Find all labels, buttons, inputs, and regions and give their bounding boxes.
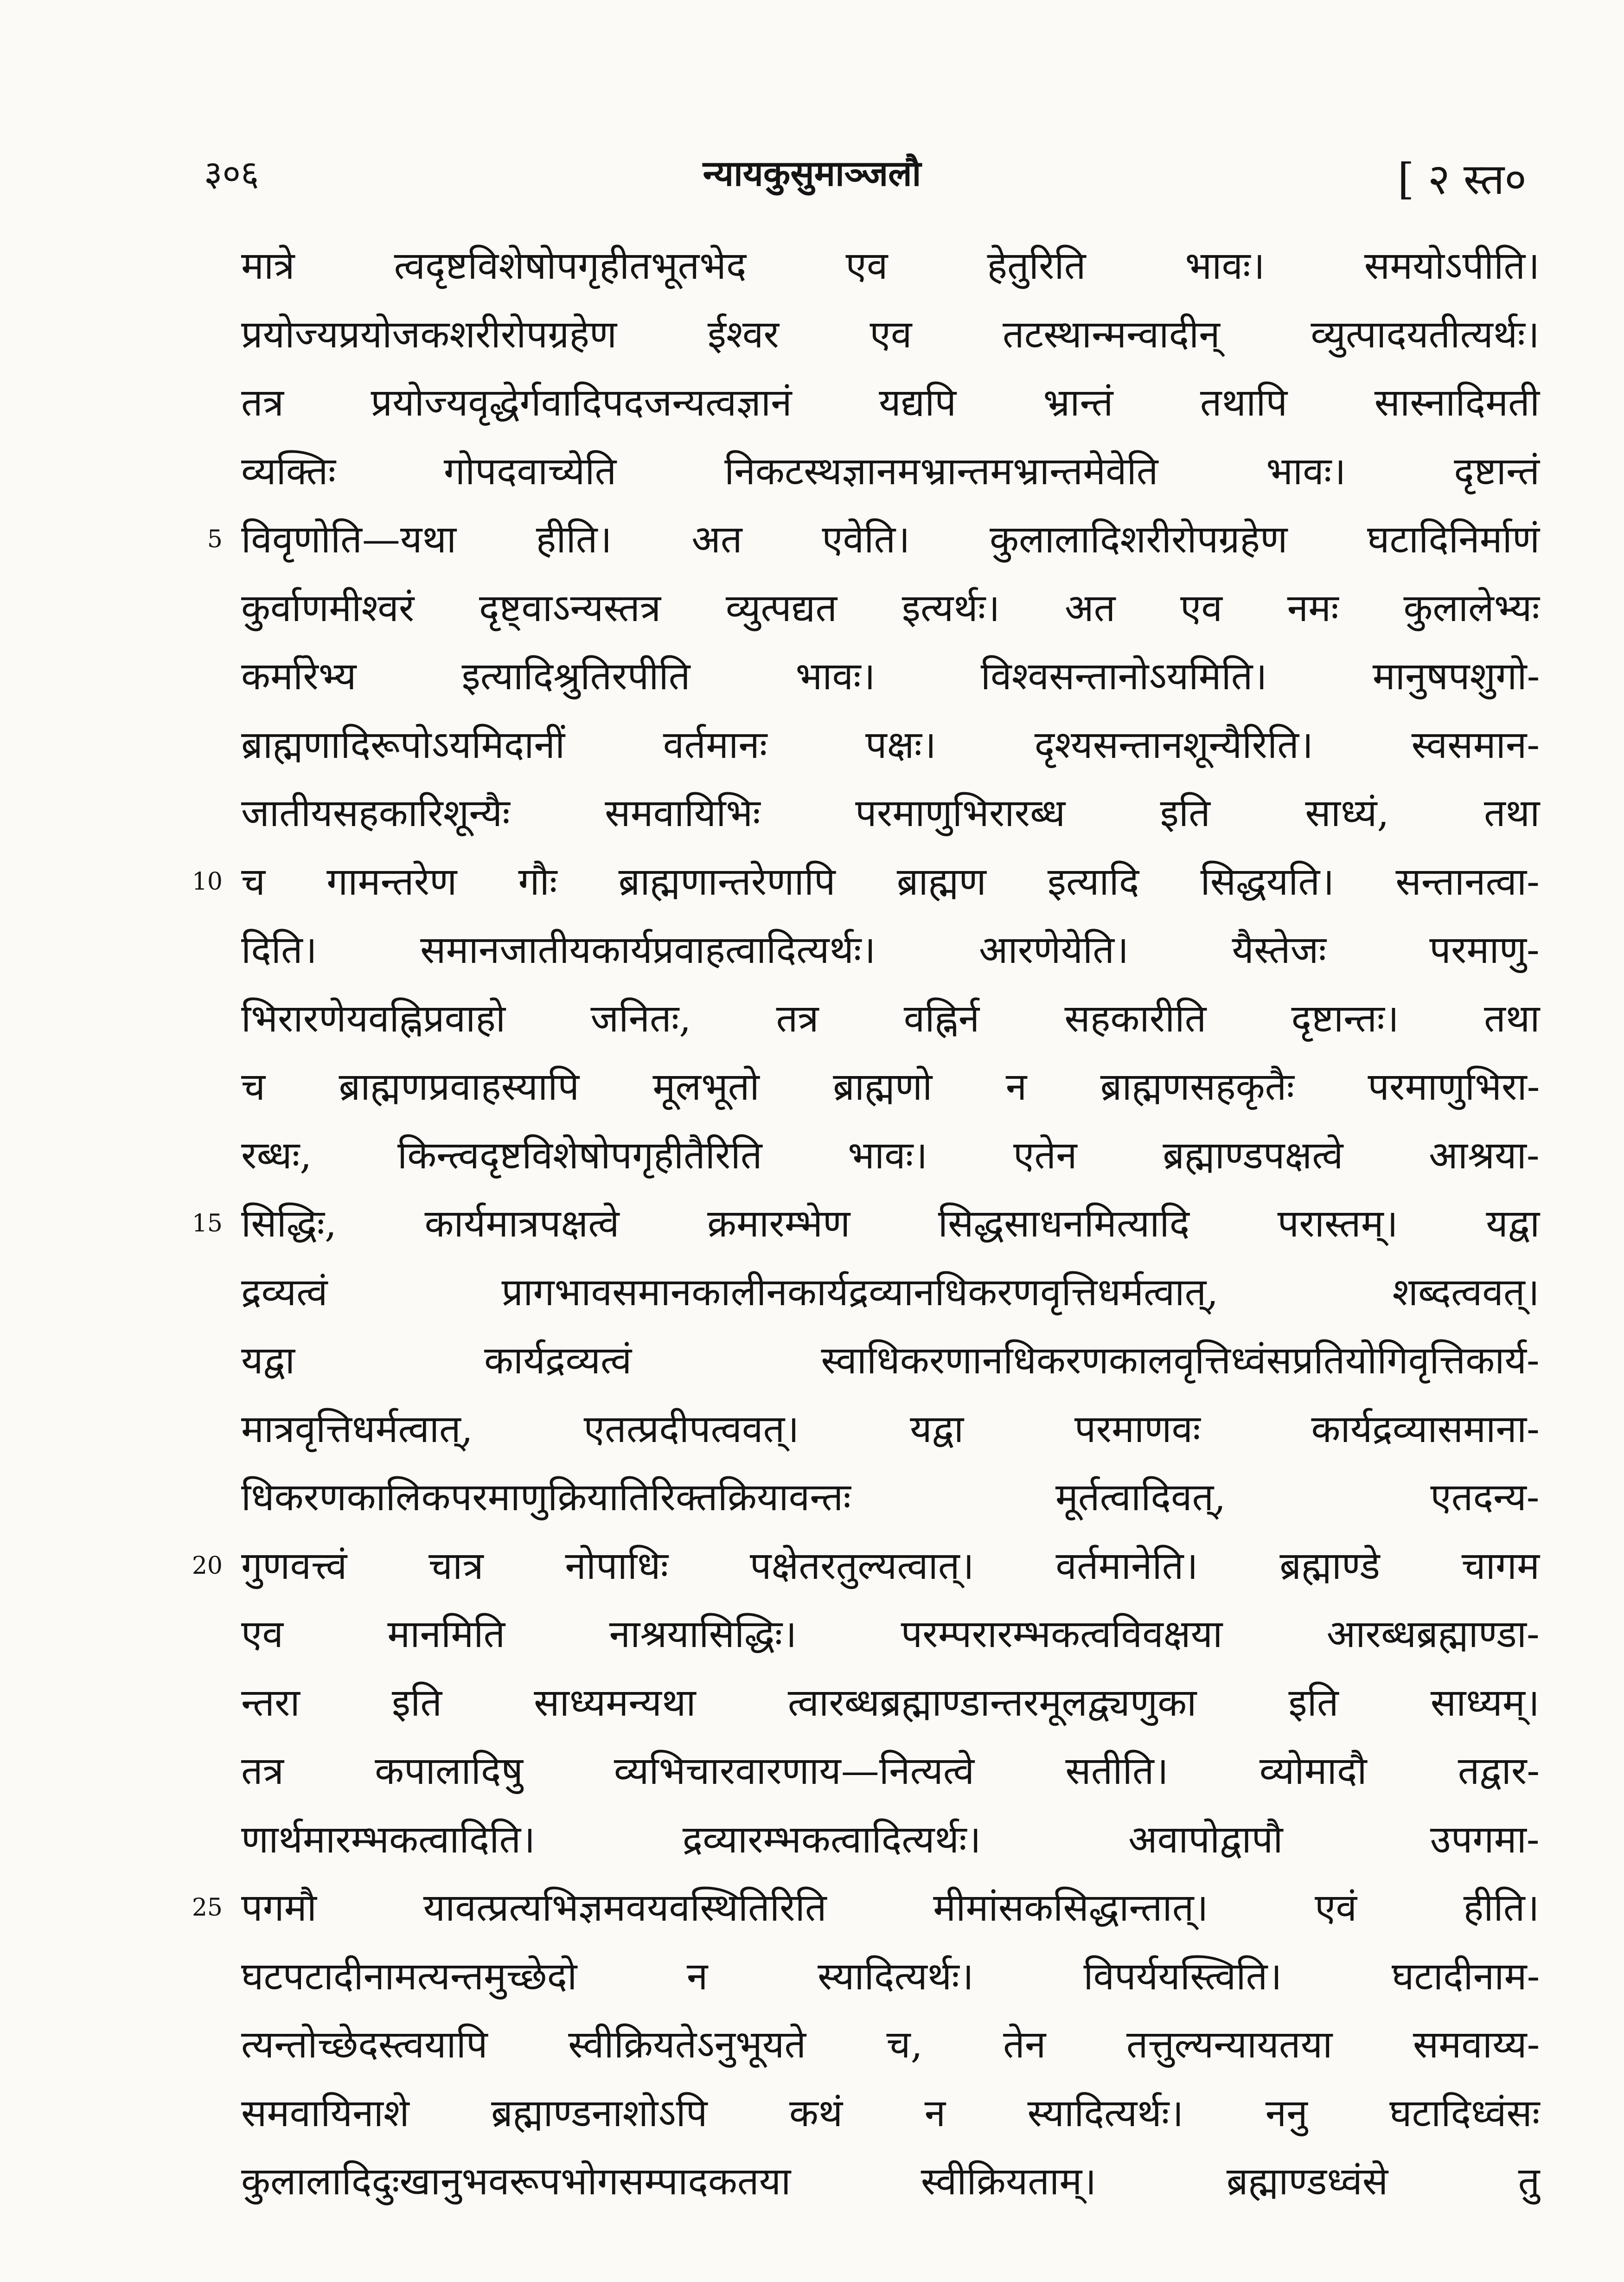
line-text: द्रव्यत्वं प्रागभावसमानकालीनकार्यद्रव्यानधिकरणवृत्तिधर्मत्वात्, शब्दत्ववत्। [241,1270,1540,1314]
line-text: समवायिनाशे ब्रह्माण्डनाशोऽपि कथं न स्यादित्यर्थः। ननु घटादिध्वंसः [241,2091,1540,2135]
text-line [241,916,1540,985]
line-text: एव मानमिति नाश्रयासिद्धिः। परम्परारम्भकत्वविवक्षया आरब्धब्रह्माण्डा- [241,1612,1540,1656]
text-line [192,1190,1540,1258]
text-line [241,1122,1540,1190]
text-line [241,369,1540,437]
line-number: 25 [192,1894,223,1922]
line-text: च ब्राह्मणप्रवाहस्यापि मूलभूतो ब्राह्मणो न ब्राह्मणसहकृतैः परमाणुभिरा- [241,1065,1540,1109]
line-text: सिद्धिः, कार्यमात्रपक्षत्वे क्रमारम्भेण सिद्धसाधनमित्यादि परास्तम्। यद्वा [241,1202,1540,1246]
line-text: ब्राह्मणादिरूपोऽयमिदानीं वर्तमानः पक्षः। दृश्यसन्तानशून्यैरिति। स्वसमान- [241,723,1540,767]
line-text: भिरारणेयवह्निप्रवाहो जनितः, तत्र वह्निर्न सहकारीति दृष्टान्तः। तथा [241,996,1540,1041]
line-text: तत्र कपालादिषु व्यभिचारवारणाय—नित्यत्वे सतीति। व्योमादौ तद्वार- [241,1749,1540,1793]
text-line [241,779,1540,848]
line-text: विवृणोति—यथा हीति। अत एवेति। कुलालादिशरीरोपग्रहेण घटादिनिर्माणं [241,518,1540,562]
text-line [192,1532,1540,1601]
text-line [241,1669,1540,1737]
line-text: त्यन्तोच्छेदस्त्वयापि स्वीक्रियतेऽनुभूयते च, तेन तत्तुल्यन्यायतया समवाय्य- [241,2023,1540,2067]
line-text: व्यक्तिः गोपदवाच्येति निकटस्थज्ञानमभ्रान्तमभ्रान्तमेवेति भावः। दृष्टान्तं [241,449,1540,494]
line-text: रब्धः, किन्त्वदृष्टविशेषोपगृहीतैरिति भावः। एतेन ब्रह्माण्डपक्षत्वे आश्रया- [241,1133,1540,1178]
text-line [241,1395,1540,1464]
text-line [241,1737,1540,1806]
line-text: न्तरा इति साध्यमन्यथा त्वारब्धब्रह्माण्डान्तरमूलद्व्यणुका इति साध्यम्। [241,1680,1540,1725]
page-number: ३०६ [204,153,259,194]
line-text: पगमौ यावत्प्रत्यभिज्ञमवयवस्थितिरिति मीमांसकसिद्धान्तात्। एवं हीति। [241,1886,1540,1930]
text-line [207,506,1540,574]
text-line [192,848,1540,917]
line-text: कुलालादिदुःखानुभवरूपभोगसम्पादकतया स्वीक्रियताम्। ब्रह्माण्डध्वंसे तु [241,2160,1540,2204]
text-line [192,1874,1540,1942]
commentary-text [192,232,1540,2216]
text-line [241,232,1540,301]
line-text: तत्र प्रयोज्यवृद्धेर्गवादिपदजन्यत्वज्ञानं यद्यपि भ्रान्तं तथापि सास्नादिमती [241,381,1540,425]
line-text: प्रयोज्यप्रयोजकशरीरोपग्रहेण ईश्वर एव तटस्थान्मन्वादीन् व्युत्पादयतीत्यर्थः। [241,312,1540,357]
line-text: जातीयसहकारिशून्यैः समवायिभिः परमाणुभिरारब्ध इति साध्यं, तथा [241,791,1540,835]
line-text: यद्वा कार्यद्रव्यत्वं स्वाधिकरणानधिकरणकालवृत्तिध्वंसप्रतियोगिवृत्तिकार्य- [241,1339,1540,1383]
text-line [241,2011,1540,2079]
text-line [241,1942,1540,2011]
text-line [241,1327,1540,1395]
line-number: 5 [207,526,223,553]
line-text: गुणवत्त्वं चात्र नोपाधिः पक्षेतरतुल्यत्वात्। वर्तमानेति। ब्रह्माण्डे चागम [241,1544,1540,1588]
running-head [0,139,1624,204]
text-line [241,711,1540,780]
text-line [241,437,1540,506]
text-line [241,1258,1540,1327]
text-line [241,574,1540,643]
text-line [241,2079,1540,2148]
section-mark: [ २ स्त० [1397,154,1527,204]
text-line [241,1600,1540,1669]
text-line [241,301,1540,369]
book-title: न्यायकुसुमाञ्जलौ [703,153,921,194]
line-number: 15 [192,1210,223,1237]
line-number: 10 [192,867,223,896]
text-line [241,2147,1540,2216]
line-text: मात्रे त्वदृष्टविशेषोपगृहीतभूतभेद एव हेतुरिति भावः। समयोऽपीति। [241,244,1540,288]
text-line [241,1463,1540,1532]
line-text: णार्थमारम्भकत्वादिति। द्रव्यारम्भकत्वादित्यर्थः। अवापोद्वापौ उपगमा- [241,1817,1540,1862]
text-line [241,985,1540,1053]
line-text: च गामन्तरेण गौः ब्राह्मणान्तरेणापि ब्राह्मण इत्यादि सिद्धयति। सन्तानत्वा- [241,859,1540,904]
line-text: धिकरणकालिकपरमाणुक्रियातिरिक्तक्रियावन्तः मूर्तत्वादिवत्, एतदन्य- [241,1475,1540,1519]
text-line [241,642,1540,711]
line-text: कर्मारेभ्य इत्यादिश्रुतिरपीति भावः। विश्वसन्तानोऽयमिति। मानुषपशुगो- [241,654,1540,699]
text-line [241,1806,1540,1874]
line-text: दिति। समानजातीयकार्यप्रवाहत्वादित्यर्थः। आरणेयेति। यैस्तेजः परमाणु- [241,928,1540,972]
line-number: 20 [192,1551,223,1580]
line-text: मात्रवृत्तिधर्मत्वात्, एतत्प्रदीपत्ववत्। यद्वा परमाणवः कार्यद्रव्यासमाना- [241,1407,1540,1451]
line-text: कुर्वाणमीश्वरं दृष्ट्वाऽन्यस्तत्र व्युत्पद्यत इत्यर्थः। अत एव नमः कुलालेभ्यः [241,586,1540,630]
line-text: घटपटादीनामत्यन्तमुच्छेदो न स्यादित्यर्थः। विपर्ययस्त्विति। घटादीनाम- [241,1954,1540,1999]
text-line [241,1053,1540,1122]
